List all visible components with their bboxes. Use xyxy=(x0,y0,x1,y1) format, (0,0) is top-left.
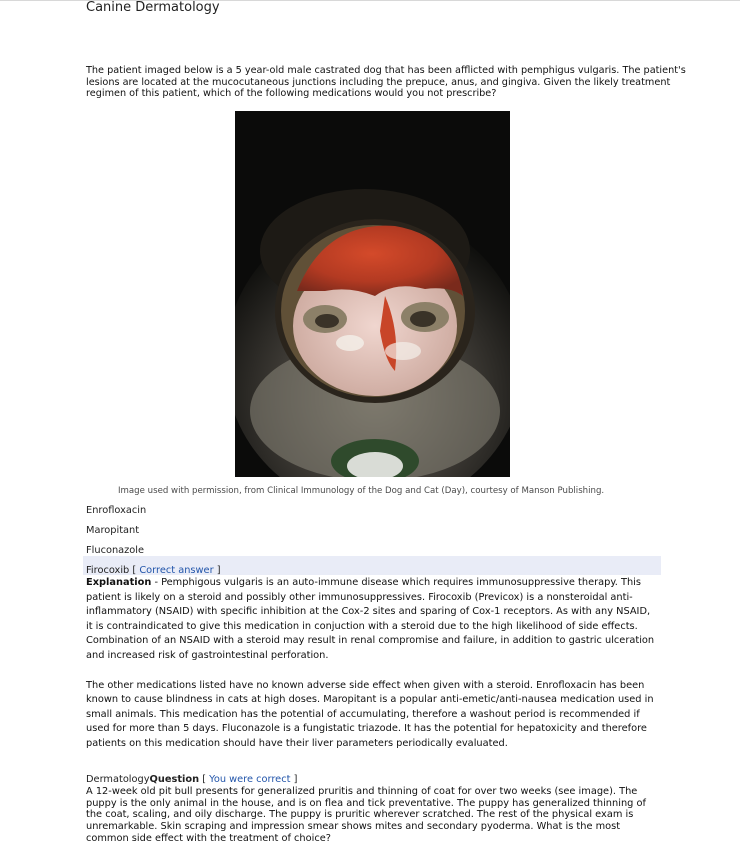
image-caption: Image used with permission, from Clinical Immunology of the Dog and Cat (Day), courtesy of Manson Publishing. xyxy=(118,486,605,496)
answer-label: Firocoxib xyxy=(86,565,130,576)
next-question-bracket-close: ] xyxy=(290,774,298,785)
next-question-category: Dermatology xyxy=(86,774,150,785)
next-question-text: A 12-week old pit bull presents for generalized pruritis and thinning of coat for over two weeks (see image). The puppy is the only animal in the house, and is on flea and tick preventative. The puppy has generalized thinning of the coat, scaling, and oily discharge. The puppy is pruritic wherever scratched. The rest of the physical exam is unremarkable. Skin scraping and impression smear shows mites and secondary pyoderma. What is the most common side effect with the treatment of choice? xyxy=(86,786,646,844)
explanation-text-1: - Pemphigous vulgaris is an auto-immune disease which requires immunosuppressive therapy. This patient is likely on a steroid and possibly other immunosuppressives. Firocoxib (Previcox) is a nonsteroidal anti-inflammatory (NSAID) with specific inhibition at the Cox-2 sites and sparing of Cox-1 receptors. As with any NSAID, it is contraindicated to give this medication in conjuction with a steroid due to the high likelihood of side effects. Combination of an NSAID with a steroid may result in renal compromise and failure, in addition to gastric ulceration and increased risk of gastrointestinal perforation. xyxy=(86,577,655,661)
explanation-paragraph-2: The other medications listed have no known adverse side effect when given with a steroid. Enrofloxacin has been known to cause blindness in cats at high doses. Maropitant is a popular anti-emetic/anti-nausea medication used in small animals. This medication has the potential of accumulating, therefore a washout period is recommended if used for more than 5 days. Fluconazole is a fungistatic triazode. It has the potential for hepatoxicity and therefore patients on this medication should have their liver parameters periodically evaluated. xyxy=(86,679,654,749)
explanation-heading: Explanation xyxy=(86,577,152,588)
question-text: The patient imaged below is a 5 year-old male castrated dog that has been afflicted with pemphigus vulgaris. The patient's lesions are located at the mucocutaneous junctions including the prepuce, anus, and gingiva. Given the likely treatment regimen of this patient, which of the following medications would you not prescribe? xyxy=(86,65,686,100)
explanation-paragraph-1 xyxy=(86,576,658,664)
option-firocoxib[interactable] xyxy=(86,565,221,576)
answer-bracket-close: ] xyxy=(213,565,221,576)
dog-nose-lesion-photo xyxy=(235,111,510,477)
next-question-header xyxy=(86,774,297,785)
option-enrofloxacin[interactable]: Enrofloxacin xyxy=(86,505,147,516)
correct-answer-link[interactable]: Correct answer xyxy=(139,565,214,576)
option-maropitant[interactable]: Maropitant xyxy=(86,525,140,536)
next-question-bracket-open: [ xyxy=(199,774,210,785)
page-title: Canine Dermatology xyxy=(86,0,220,15)
next-question-heading: Question xyxy=(149,774,200,785)
you-were-correct-link[interactable]: You were correct xyxy=(209,774,291,785)
answer-bracket-open: [ xyxy=(129,565,140,576)
explanation xyxy=(86,576,658,752)
option-fluconazole[interactable]: Fluconazole xyxy=(86,545,145,556)
